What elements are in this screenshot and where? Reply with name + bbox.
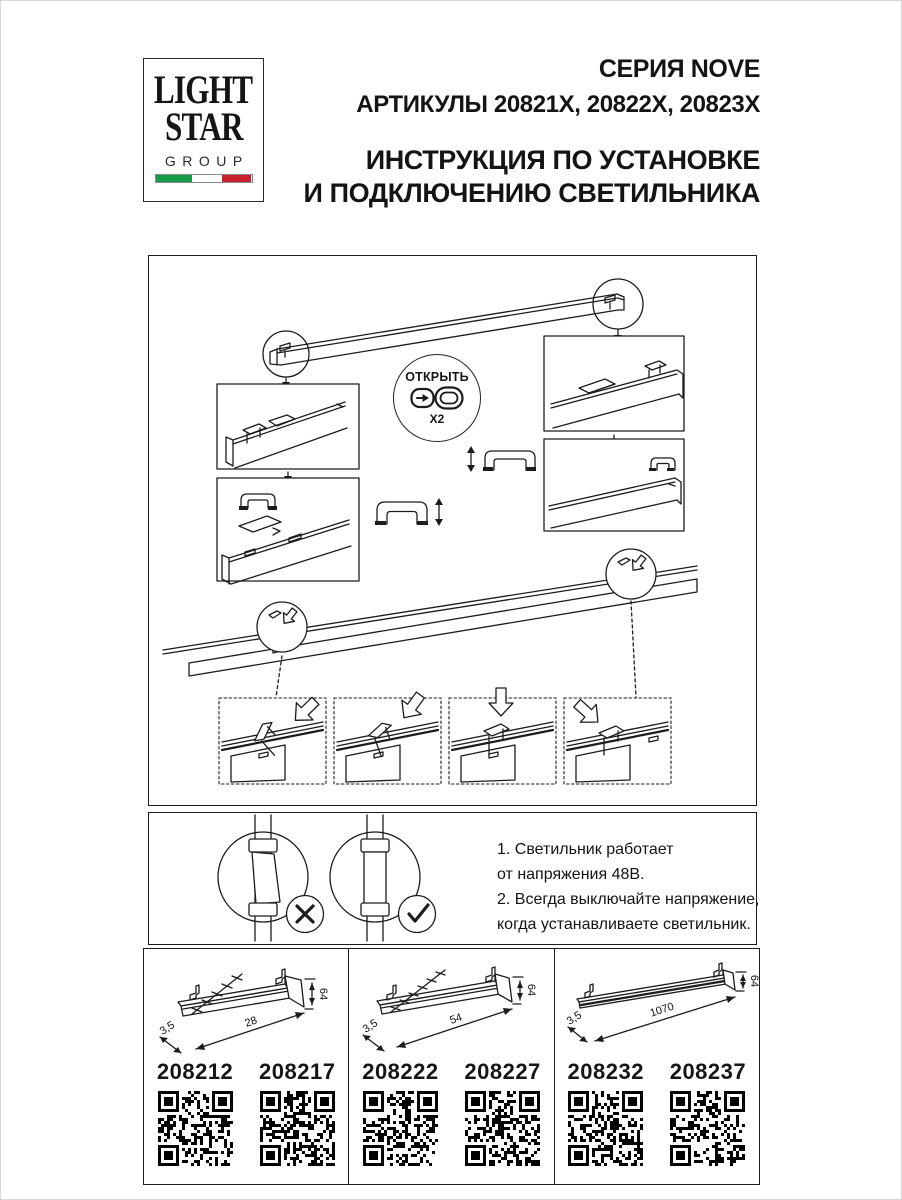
article-number: 208212 (156, 1059, 234, 1084)
qr-codes-row (349, 1091, 553, 1166)
open-count-label: X2 (429, 412, 445, 426)
dim-height-label: 64 (317, 987, 329, 1001)
qr-code (363, 1091, 438, 1166)
dim-length-label: 54 (448, 1011, 465, 1027)
dim-height-label: 64 (525, 983, 538, 997)
product-variants-panel (143, 948, 760, 1185)
article-number: 208217 (259, 1059, 336, 1084)
product-column-2 (348, 949, 553, 1184)
clip-step-panel-1 (219, 692, 326, 784)
luminaire-drawing-28 (152, 957, 342, 1057)
page-title (304, 144, 760, 210)
article-number: 208237 (669, 1059, 747, 1084)
article-number: 208227 (464, 1059, 541, 1084)
dim-width-label: 3,5 (157, 1019, 178, 1038)
lightstar-logo (143, 58, 264, 202)
title-line-2: И ПОДКЛЮЧЕНИЮ СВЕТИЛЬНИКА (303, 178, 760, 208)
mount-clip-up-down-1 (467, 446, 536, 472)
dim-width-label: 3,5 (361, 1017, 381, 1036)
detail-circle-right-end (593, 279, 643, 329)
step-left-end-cap (217, 384, 359, 469)
article-numbers-row (144, 1059, 348, 1085)
article-numbers-row (349, 1059, 553, 1085)
article-number: 208232 (567, 1059, 644, 1084)
articles-line: АРТИКУЛЫ 20821X, 20822X, 20823X (356, 91, 760, 118)
qr-code (568, 1091, 643, 1166)
note-line-3: 2. Всегда выключайте напряжение, (497, 891, 760, 908)
product-column-3 (554, 949, 759, 1184)
connector-alignment-diagram (149, 813, 479, 943)
logo-word-star: STAR (164, 104, 243, 149)
safety-panel (148, 812, 760, 945)
detail-circle-clip-left (257, 602, 307, 652)
flag-white (192, 175, 222, 182)
open-instruction-bubble (393, 354, 481, 442)
logo-word-light: LIGHT (154, 67, 253, 112)
step-right-end-cap (544, 336, 684, 431)
check-icon (399, 896, 436, 933)
step-right-clip-insert (544, 439, 684, 531)
dim-width-label: 3,5 (564, 1009, 584, 1028)
product-column-1 (144, 949, 348, 1184)
mount-clip-up-down-2 (375, 498, 443, 526)
luminaire-drawing-54 (357, 957, 547, 1057)
qr-codes-row (144, 1091, 348, 1166)
safety-notes (497, 837, 765, 937)
qr-code (260, 1091, 335, 1166)
dim-length-label: 1070 (648, 1000, 676, 1020)
logo-word-group: GROUP (164, 153, 249, 169)
flag-red (222, 175, 252, 182)
article-numbers-row (555, 1059, 759, 1085)
series-title: СЕРИЯ NOVE (598, 55, 760, 83)
installation-diagram (149, 256, 758, 807)
qr-codes-row (555, 1091, 759, 1166)
open-slider-icon (410, 386, 464, 410)
qr-code (158, 1091, 233, 1166)
italian-flag-icon (155, 174, 253, 183)
clip-step-panel-4 (564, 694, 671, 784)
note-line-4: когда устанавливаете светильник. (497, 916, 751, 933)
qr-code (465, 1091, 540, 1166)
flag-green (156, 175, 192, 182)
title-line-1: ИНСТРУКЦИЯ ПО УСТАНОВКЕ (365, 145, 760, 175)
clip-step-panel-2 (334, 688, 441, 784)
dim-height-label: 64 (747, 974, 760, 988)
clip-step-panel-3 (449, 688, 556, 784)
luminaire-drawing-1070 (563, 957, 761, 1057)
cross-icon (287, 896, 324, 933)
article-number: 208222 (362, 1059, 439, 1084)
document-header (304, 55, 760, 210)
step-left-clip-insert (217, 478, 359, 584)
open-label: ОТКРЫТЬ (405, 370, 469, 384)
qr-code (670, 1091, 745, 1166)
note-line-2: от напряжения 48В. (497, 866, 645, 883)
installation-steps-panel (148, 255, 757, 806)
detail-circle-clip-right (606, 549, 656, 599)
note-line-1: 1. Светильник работает (497, 841, 674, 858)
dim-length-label: 28 (243, 1014, 259, 1030)
